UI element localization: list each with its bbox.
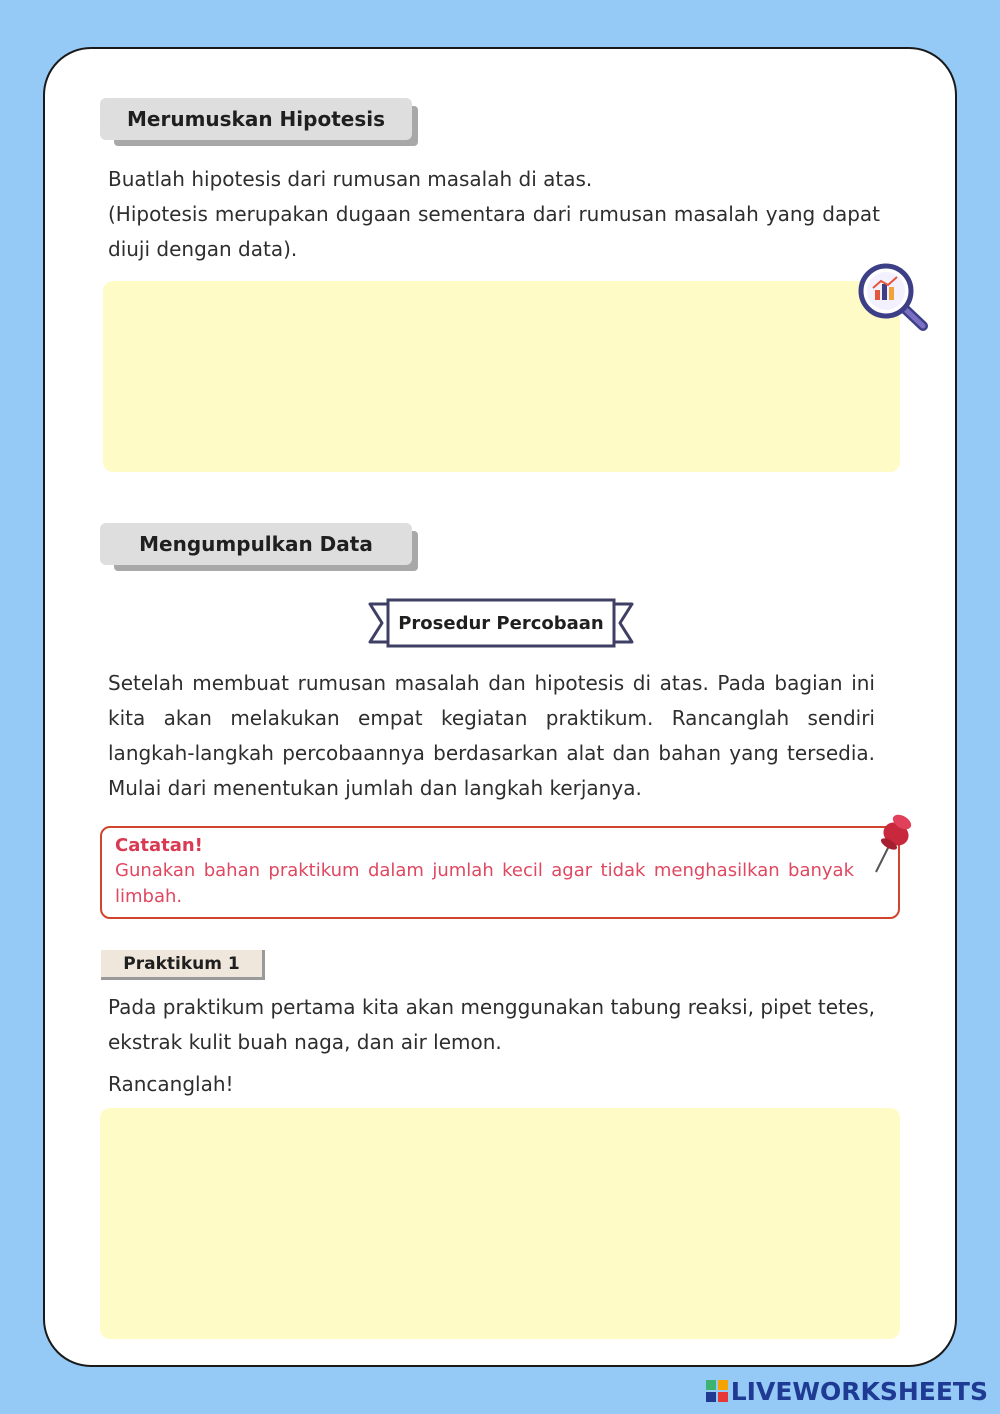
hipotesis-instruction: Buatlah hipotesis dari rumusan masalah di atas. [108,167,593,191]
push-pin-icon [872,810,914,880]
section-heading-data [100,523,412,565]
praktikum-1-paragraph: Pada praktikum pertama kita akan menggunakan tabung reaksi, pipet tetes, ekstrak kulit buah naga, dan air lemon. [108,995,875,1054]
procedure-paragraph: Setelah membuat rumusan masalah dan hipotesis di atas. Pada bagian ini kita akan melakukan empat kegiatan praktikum. Rancanglah sendiri langkah-langkah percobaannya berdasarkan alat dan bahan yang tersedia. Mulai dari menentukan jumlah dan langkah kerjanya. [108,671,875,800]
praktikum-1-answer-box[interactable] [100,1108,900,1339]
section-heading-label: Mengumpulkan Data [100,523,412,565]
procedure-banner [368,598,634,648]
procedure-banner-label: Prosedur Percobaan [398,612,604,634]
praktikum-1-tag: Praktikum 1 [101,950,265,980]
liveworksheets-logo [706,1376,988,1406]
liveworksheets-logo-text: LIVEWORKSHEETS [730,1376,988,1406]
section-heading-hipotesis [100,98,412,140]
note-box [100,826,900,919]
section-heading-label: Merumuskan Hipotesis [100,98,412,140]
hipotesis-explanation: (Hipotesis merupakan dugaan sementara dari rumusan masalah yang dapat diuji dengan data). [108,202,880,261]
note-text: Gunakan bahan praktikum dalam jumlah kecil agar tidak menghasilkan banyak limbah. [115,860,854,907]
liveworksheets-logo-icon [706,1380,728,1402]
hipotesis-answer-box[interactable] [103,281,900,472]
note-title: Catatan! [115,835,203,856]
magnifier-chart-icon [857,263,929,337]
praktikum-1-instruction: Rancanglah! [108,1072,234,1096]
